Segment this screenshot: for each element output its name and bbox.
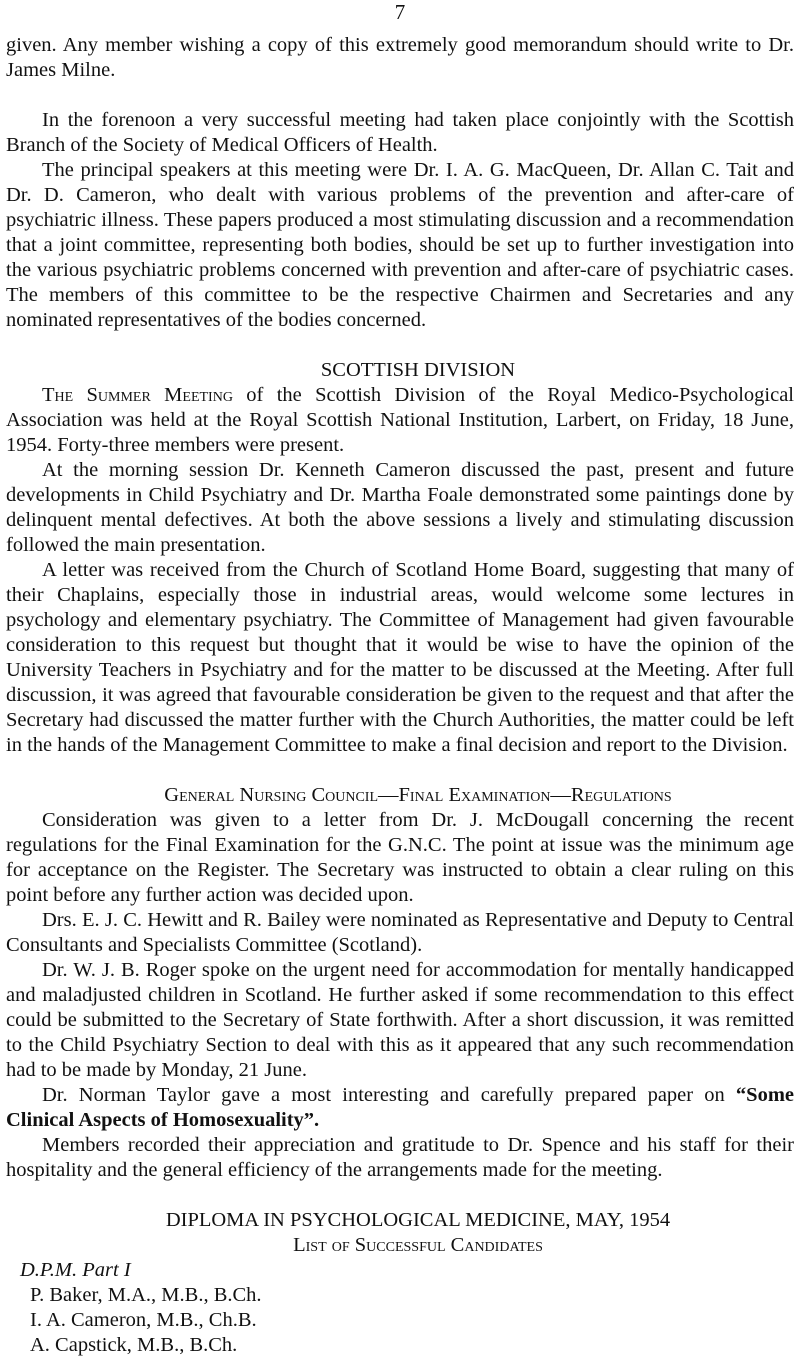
gnc-paragraph-5: Members recorded their appreciation and gratitude to Dr. Spence and his staff for their hospitality and the general efficiency of the arrangements made for the meeting. <box>6 1134 794 1181</box>
scottish-division-heading: SCOTTISH DIVISION <box>320 359 516 381</box>
gnc-paragraph-1: Consideration was given to a letter from Dr. J. McDougall concerning the recent regulations for the Final Examination for the G.N.C. The point at issue was the minimum age for acceptance on the Register. The Secretary was instructed to obtain a clear ruling on this point before any further action was decided upon. <box>6 809 794 906</box>
opening-paragraph-3: The principal speakers at this meeting were Dr. I. A. G. MacQueen, Dr. Allan C. Tait and Dr. D. Cameron, who dealt with various problems of the prevention and after-care of psychiatric illness. These papers produced a most stimulating discussion and a recommendation that a joint committee, representing both bodies, should be set up to further investigation into the various psychiatric problems concerned with prevention and after-care of psychiatric cases. The members of this committee to be the respective Chairmen and Secretaries and any nominated representatives of the bodies concerned. <box>6 159 794 331</box>
spacer <box>6 1183 794 1208</box>
opening-paragraph-2: In the forenoon a very successful meeting had taken place conjointly with the Scottish Branch of the Society of Medical Officers of Health. <box>6 109 794 156</box>
gnc-paragraph-4 <box>6 1083 794 1133</box>
diploma-subheading: List of Successful Candidates <box>293 1234 543 1256</box>
scottish-division-paragraph-3: A letter was received from the Church of Scotland Home Board, suggesting that many of their Chaplains, especially those in industrial areas, would welcome some lectures in psychology and elementary psychiatry. The Committee of Management had given favourable consideration to this request but thought that it would be wise to have the opinion of the University Teachers in Psychiatry and for the matter to be discussed at the Meeting. After full discussion, it was agreed that favourable consideration be given to the request and that after the Secretary had discussed the matter further with the Church Authorities, the matter could be left in the hands of the Management Committee to make a final decision and report to the Division. <box>6 559 794 756</box>
part-label: D.P.M. Part I <box>20 1259 131 1281</box>
list-item: P. Baker, M.A., M.B., B.Ch. <box>30 1284 262 1306</box>
diploma-heading: DIPLOMA IN PSYCHOLOGICAL MEDICINE, MAY, 1954 <box>165 1209 671 1231</box>
list-item: I. A. Cameron, M.B., Ch.B. <box>30 1309 257 1331</box>
candidate-list <box>6 1283 794 1358</box>
paper-title: “Some Clinical Aspects of Homosexuality”. <box>6 1084 794 1131</box>
list-item: A. Capstick, M.B., B.Ch. <box>30 1334 238 1356</box>
page-number: 7 <box>394 0 406 24</box>
summer-meeting-lead: The Summer Meeting <box>42 384 233 406</box>
opening-paragraph-1: given. Any member wishing a copy of this extremely good memorandum should write to Dr. James Milne. <box>6 34 794 81</box>
summer-meeting-text: of the Scottish Division of the Royal Medico-Psychological Association was held at the Royal Scottish National Institution, Larbert, on Friday, 18 June, 1954. Forty-three members were present. <box>6 384 795 456</box>
gnc-paragraph-2: Drs. E. J. C. Hewitt and R. Bailey were nominated as Representative and Deputy to Central Consultants and Specialists Committee (Scotland). <box>6 909 794 956</box>
spacer <box>6 83 794 108</box>
body-text <box>6 33 794 1358</box>
scottish-division-paragraph-1 <box>6 383 794 458</box>
gnc-paragraph-3: Dr. W. J. B. Roger spoke on the urgent need for accommodation for mentally handicapped and maladjusted children in Scotland. He further asked if some recommendation to this effect could be submitted to the Secretary of State forthwith. After a short discussion, it was remitted to the Child Psychiatry Section to deal with this as it appeared that any such recommendation had to be made by Monday, 21 June. <box>6 959 794 1081</box>
gnc-heading: General Nursing Council—Final Examination—Regulations <box>164 784 672 806</box>
spacer <box>6 758 794 783</box>
spacer <box>6 333 794 358</box>
paper-intro: Dr. Norman Taylor gave a most interesting and carefully prepared paper on <box>42 1084 736 1106</box>
scottish-division-paragraph-2: At the morning session Dr. Kenneth Cameron discussed the past, present and future developments in Child Psychiatry and Dr. Martha Foale demonstrated some paintings done by delinquent mental defectives. At both the above sessions a lively and stimulating discussion followed the main presentation. <box>6 459 794 556</box>
